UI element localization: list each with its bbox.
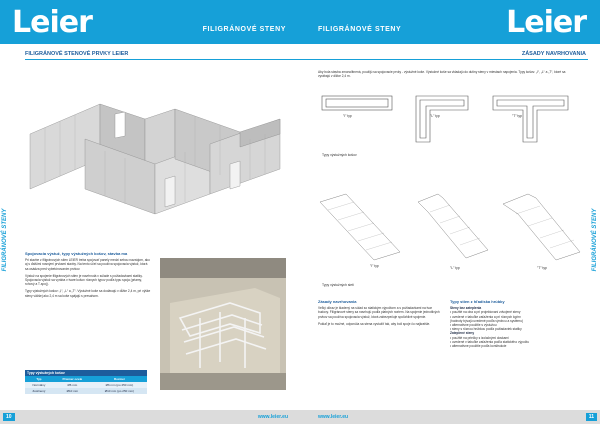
table-cell: Ø10 mm [53, 388, 92, 394]
list-subheading: Zateplené steny [450, 331, 475, 336]
table-cell: Normálny [25, 382, 53, 388]
type-label-i-top: "I" typ [343, 114, 352, 118]
type-label-i-bottom: "I" typ [370, 264, 379, 268]
right-header-title: FILIGRÁNOVÉ STENY [318, 26, 402, 33]
right-header-band [300, 0, 600, 44]
list-item: • alternatívne použitie podľa konštrukcie [450, 344, 507, 349]
list-item: • uvedené v tabuľke zaťaženia podľa statického výpočtu [450, 339, 529, 344]
leier-logo: Leier [12, 5, 92, 40]
table-cell: Ø10 mm (po 250 mm) [92, 388, 147, 394]
table-header: Priemer ocele [53, 376, 92, 382]
list-item: • uvedené v tabuľke zaťaženia a pri rôznych kg/m² [450, 314, 521, 319]
left-header-band [0, 0, 300, 44]
caption-cage-types: Typy výstužných košov [322, 153, 357, 157]
left-side-label-text: FILIGRÁNOVÉ STENY [2, 208, 8, 272]
right-subtitle-rule [300, 59, 588, 60]
right-page [300, 0, 600, 424]
left-body-heading: Spojovacia výstuž, typy výstužných košov, stavba ma [25, 251, 128, 256]
right-col1 [318, 300, 440, 326]
right-col1-text: Veľký dôraz je kladený na súlad so statickým výpočtom a s požiadavkami na tvar budovy. Filigránové steny sa navrhujú podľa platných noriem. Na spojenie jednotlivých prvkov sa používa spojovacia výstuž, ktorá zabezpečuje spoľahlivé spojenie. [318, 306, 440, 319]
cage-types-drawing [318, 92, 588, 150]
list-item: • steny s rôznou hrúbkou podľa požiadaviek statiky [450, 327, 522, 332]
right-col1-heading: Zásady navrhovania [318, 299, 357, 304]
right-intro: Aby bola stavba zmonolitnená, použijú sa spojovacie prvky - výstužné koše. Výstužné koše sa vkladajú do dutiny steny v miestach napojenia. Typy košov: „I“, „L“ a „T“, ktoré sa vyrábajú v dĺžke 2,4 m. [318, 70, 566, 79]
table-cell: Ø6 mm (po 250 mm) [92, 382, 147, 388]
left-body-block [25, 252, 151, 298]
right-side-label [590, 90, 600, 390]
right-url-link[interactable]: www.leier.eu [318, 414, 349, 420]
table-cell: Ø6 mm [53, 382, 92, 388]
building-3d-illustration [25, 64, 295, 224]
cage-types-table [25, 370, 147, 394]
left-body-text-3: Typy výstužných košov: „I“, „L“ a „T“. Výstužné koše sa dodávajú v dĺžke 2,4 m, pri výške steny väčšej ako 2,4 m sa koše spájajú s presahom. [25, 289, 151, 298]
left-body-text: Pri stavbe z filigránových stien LEIER treba spojovať panely medzi sebou navzájom, ako aj s ďalšími nosnými prvkami stavby. Na tento účel sa používa spojovacia výstuž, ktorá sa osádza pred vybetónovaním prvkov. [25, 258, 150, 271]
left-subtitle-rule [25, 59, 300, 60]
left-footer [0, 410, 300, 424]
left-side-label [0, 90, 10, 390]
table-header: Typ [25, 376, 53, 382]
right-subtitle: ZÁSADY NAVRHOVANIA [521, 51, 586, 57]
left-subtitle: FILIGRÁNOVÉ STENOVÉ PRVKY LEIER [25, 51, 129, 57]
type-label-t-top: "T" typ [512, 114, 522, 118]
table-row [25, 388, 147, 394]
list-subheading: Steny bez zateplenia [450, 306, 482, 311]
list-item: • alternatívne použitie s výstužou [450, 323, 497, 328]
right-col2-heading: Typy stien z hľadiska hrúbky [450, 299, 505, 304]
type-label-t-bottom: "T" typ [537, 266, 547, 270]
table-title: Typy výstužných košov [25, 370, 147, 376]
mesh-types-drawing [318, 180, 588, 275]
list-item: • použité na oba a pri projektovaní zdvojené steny [450, 310, 521, 315]
right-page-number: 11 [586, 413, 597, 421]
right-side-label-text: FILIGRÁNOVÉ STENY [592, 208, 598, 272]
type-label-l-top: "L" typ [430, 114, 440, 118]
caption-mesh-types: Typy výstužných sietí [322, 283, 355, 287]
left-url-link[interactable]: www.leier.eu [257, 414, 288, 420]
leier-logo: Leier [506, 5, 586, 40]
list-item: • použité na priečky s izolačnými doskami [450, 335, 509, 340]
table-cell: Zosilnený [25, 388, 53, 394]
right-col1-text-2: Pokiaľ je to možné, odporúča sa stena vystužiť tak, aby boli spoje čo najkratšie. [318, 321, 431, 326]
table-header: Rozmer [92, 376, 147, 382]
left-header-title: FILIGRÁNOVÉ STENY [202, 26, 286, 33]
rebar-photo [160, 258, 286, 390]
left-body-text-2: Výstuž na spojenie filigránových stien je navrhnutá v súlade s požiadavkami statiky. Spojovacia výstuž sa vyrába v tvare košov rôznych typov podľa typu spoja (priamy, rohový a T-spoj). [25, 273, 143, 287]
left-page-number: 10 [3, 413, 15, 421]
list-item: (hodnoty bývajú uvedené podľa výrobcu a systému) [450, 318, 524, 323]
right-col2 [450, 300, 572, 348]
type-label-l-bottom: "L" typ [450, 266, 460, 270]
